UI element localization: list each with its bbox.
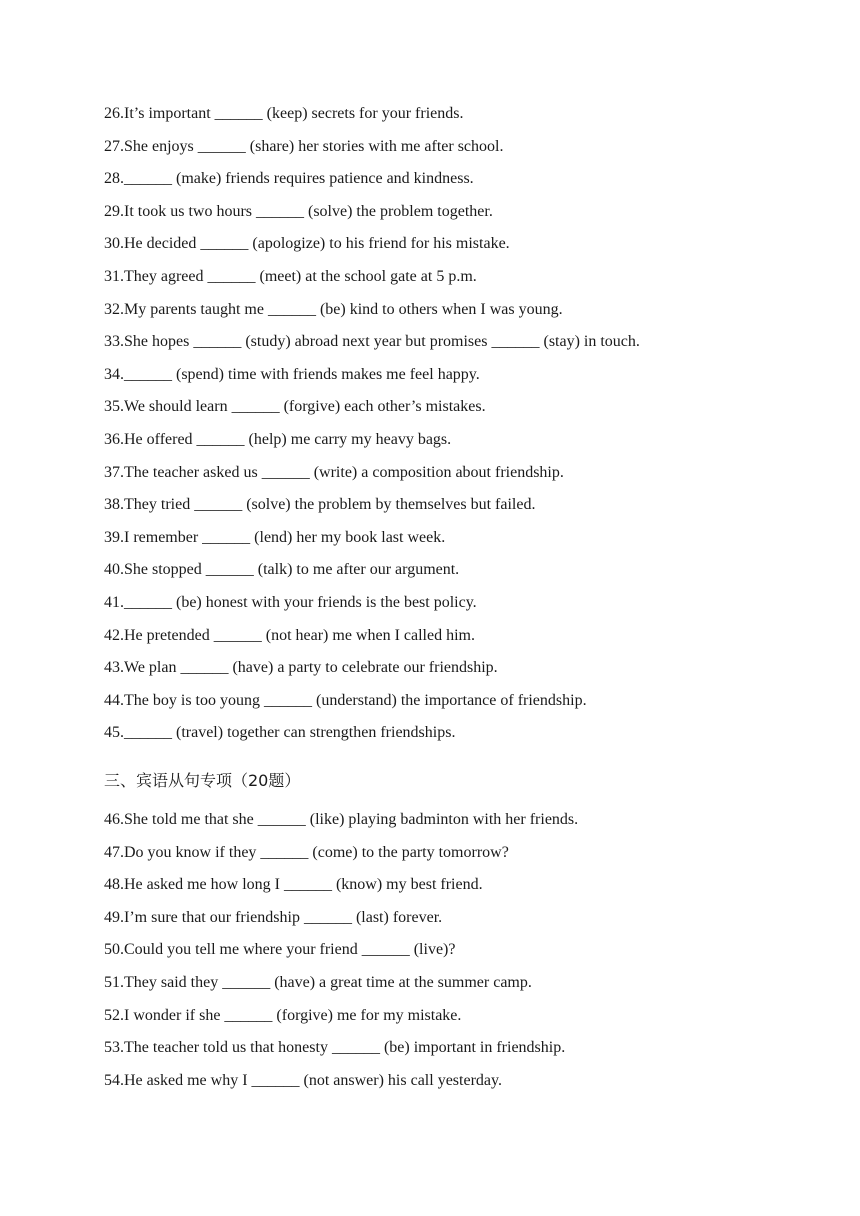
- question-31: 31.They agreed ______ (meet) at the school gate at 5 p.m.: [104, 267, 477, 285]
- question-list-part-1: [104, 98, 804, 750]
- question-42: 42.He pretended ______ (not hear) me when I called him.: [104, 626, 475, 644]
- question-53: 53.The teacher told us that honesty ______ (be) important in friendship.: [104, 1039, 566, 1057]
- question-36: 36.He offered ______ (help) me carry my heavy bags.: [104, 430, 452, 448]
- question-47: 47.Do you know if they ______ (come) to the party tomorrow?: [104, 843, 509, 861]
- question-32: 32.My parents taught me ______ (be) kind to others when I was young.: [104, 300, 563, 318]
- question-51: 51.They said they ______ (have) a great time at the summer camp.: [104, 973, 532, 991]
- question-37: 37.The teacher asked us ______ (write) a composition about friendship.: [104, 463, 564, 481]
- question-40: 40.She stopped ______ (talk) to me after our argument.: [104, 561, 460, 579]
- question-43: 43.We plan ______ (have) a party to celebrate our friendship.: [104, 659, 498, 677]
- question-26: 26.It’s important ______ (keep) secrets for your friends.: [104, 105, 464, 122]
- question-34: 34.______ (spend) time with friends makes me feel happy.: [104, 365, 480, 383]
- question-list-part-2: [104, 804, 804, 1097]
- question-33: 33.She hopes ______ (study) abroad next year but promises ______ (stay) in touch.: [104, 333, 640, 351]
- question-28: 28.______ (make) friends requires patience and kindness.: [104, 170, 474, 188]
- question-46: 46.She told me that she ______ (like) playing badminton with her friends.: [104, 811, 579, 828]
- question-52: 52.I wonder if she ______ (forgive) me for my mistake.: [104, 1006, 462, 1024]
- question-44: 44.The boy is too young ______ (understand) the importance of friendship.: [104, 691, 587, 709]
- question-38: 38.They tried ______ (solve) the problem by themselves but failed.: [104, 496, 536, 514]
- question-39: 39.I remember ______ (lend) her my book last week.: [104, 528, 446, 546]
- question-49: 49.I’m sure that our friendship ______ (last) forever.: [104, 908, 443, 926]
- question-54: 54.He asked me why I ______ (not answer) his call yesterday.: [104, 1071, 502, 1089]
- question-29: 29.It took us two hours ______ (solve) the problem together.: [104, 202, 493, 220]
- question-30: 30.He decided ______ (apologize) to his friend for his mistake.: [104, 235, 510, 253]
- question-50: 50.Could you tell me where your friend ______ (live)?: [104, 941, 456, 959]
- question-35: 35.We should learn ______ (forgive) each other’s mistakes.: [104, 398, 486, 416]
- question-41: 41.______ (be) honest with your friends is the best policy.: [104, 593, 477, 611]
- question-48: 48.He asked me how long I ______ (know) my best friend.: [104, 876, 483, 894]
- section-heading: 三、宾语从句专项（20题）: [104, 771, 301, 790]
- question-27: 27.She enjoys ______ (share) her stories with me after school.: [104, 137, 504, 155]
- question-45: 45.______ (travel) together can strengthen friendships.: [104, 724, 456, 742]
